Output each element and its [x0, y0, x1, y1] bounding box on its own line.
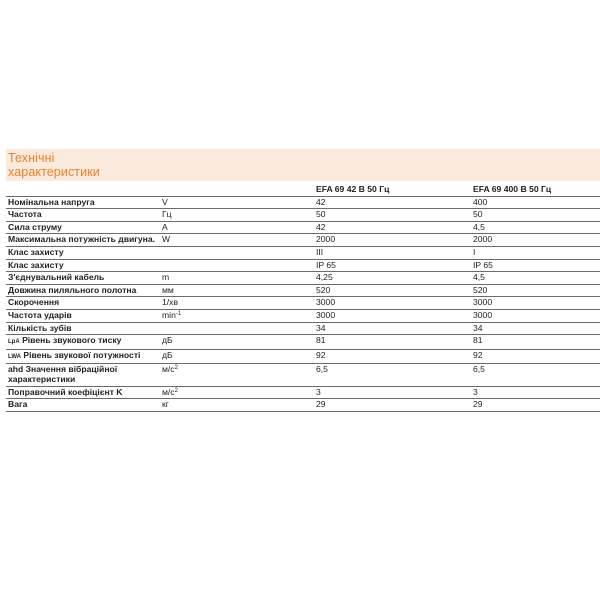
parameter-name — [6, 386, 160, 399]
value-model-2: 92 — [471, 349, 600, 364]
column-header-model-2: EFA 69 400 B 50 Гц — [471, 181, 600, 196]
unit-label: m — [162, 272, 170, 283]
value-model-1: 2000 — [314, 234, 471, 247]
parameter-label: З'єднувальний кабель — [8, 272, 105, 283]
section-title: Технічні характеристики — [8, 151, 100, 179]
parameter-unit — [160, 322, 314, 335]
unit-label: Гц — [162, 209, 172, 220]
value-model-1: III — [314, 246, 471, 259]
value-model-1: 81 — [314, 335, 471, 350]
unit-label: W — [162, 234, 171, 245]
parameter-name — [6, 364, 160, 386]
parameter-unit — [160, 386, 314, 399]
parameter-label: Кількість зубів — [8, 322, 72, 333]
value-model-2: IP 65 — [471, 259, 600, 272]
value-model-1: 3000 — [314, 309, 471, 322]
specifications-section — [6, 149, 600, 412]
parameter-unit — [160, 196, 314, 209]
parameter-unit — [160, 297, 314, 310]
table-row — [6, 364, 600, 386]
value-model-2: 29 — [471, 399, 600, 412]
table-row — [6, 297, 600, 310]
value-model-2: 3000 — [471, 297, 600, 310]
parameter-unit — [160, 364, 314, 386]
section-header — [6, 149, 600, 181]
column-header-blank — [6, 181, 160, 196]
value-model-1: 42 — [314, 221, 471, 234]
parameter-name — [6, 272, 160, 285]
value-model-2: 520 — [471, 284, 600, 297]
value-model-1: 92 — [314, 349, 471, 364]
specifications-table-body — [6, 181, 600, 411]
parameter-name — [6, 234, 160, 247]
value-model-2: 3 — [471, 386, 600, 399]
parameter-unit — [160, 272, 314, 285]
value-model-1: 4,25 — [314, 272, 471, 285]
parameter-label: Скорочення — [8, 297, 60, 308]
parameter-unit — [160, 399, 314, 412]
parameter-name — [6, 196, 160, 209]
table-row — [6, 322, 600, 335]
parameter-unit — [160, 349, 314, 364]
value-model-1: 34 — [314, 322, 471, 335]
parameter-unit — [160, 259, 314, 272]
table-row — [6, 284, 600, 297]
parameter-label: Довжина пиляльного полотна — [8, 284, 137, 295]
unit-label: V — [162, 196, 168, 207]
unit-label: м/с — [162, 364, 175, 375]
parameter-label: Максимальна потужність двигуна. — [8, 234, 156, 245]
table-row — [6, 335, 600, 350]
value-model-1: 520 — [314, 284, 471, 297]
parameter-name — [6, 399, 160, 412]
unit-label: 1/хв — [162, 297, 179, 308]
value-model-1: 50 — [314, 209, 471, 222]
value-model-2: 34 — [471, 322, 600, 335]
column-header-model-1: EFA 69 42 B 50 Гц — [314, 181, 471, 196]
table-row — [6, 259, 600, 272]
value-model-1: IP 65 — [314, 259, 471, 272]
value-model-1: 6,5 — [314, 364, 471, 386]
parameter-name — [6, 259, 160, 272]
parameter-unit — [160, 335, 314, 350]
unit-label: A — [162, 221, 168, 232]
parameter-label: Клас захисту — [8, 259, 64, 270]
parameter-name — [6, 297, 160, 310]
parameter-name — [6, 209, 160, 222]
table-row — [6, 272, 600, 285]
value-model-1: 29 — [314, 399, 471, 412]
parameter-name — [6, 221, 160, 234]
value-model-2: 2000 — [471, 234, 600, 247]
parameter-label: Рівень звукової потужності — [23, 349, 141, 360]
parameter-name — [6, 349, 160, 364]
value-model-2: I — [471, 246, 600, 259]
unit-exponent: 2 — [174, 365, 178, 372]
table-row — [6, 221, 600, 234]
parameter-label: Частота — [8, 209, 42, 220]
parameter-unit — [160, 284, 314, 297]
value-model-2: 50 — [471, 209, 600, 222]
unit-label: дБ — [162, 349, 173, 360]
parameter-label: ahd Значення вібраційної характеристики — [8, 364, 118, 384]
parameter-label: Сила струму — [8, 221, 62, 232]
unit-label: дБ — [162, 335, 173, 346]
parameter-label: Вага — [8, 399, 28, 410]
parameter-name — [6, 335, 160, 350]
parameter-name — [6, 322, 160, 335]
unit-label: кг — [162, 399, 169, 410]
value-model-2: 81 — [471, 335, 600, 350]
table-row — [6, 399, 600, 412]
value-model-2: 4,5 — [471, 221, 600, 234]
column-header-row — [6, 181, 600, 196]
specifications-table — [6, 181, 600, 412]
parameter-label: Рівень звукового тиску — [22, 335, 122, 346]
value-model-1: 42 — [314, 196, 471, 209]
value-model-2: 4,5 — [471, 272, 600, 285]
unit-exponent: 2 — [174, 387, 178, 394]
column-header-blank — [160, 181, 314, 196]
parameter-unit — [160, 221, 314, 234]
unit-label: м/с — [162, 386, 175, 397]
parameter-unit — [160, 209, 314, 222]
unit-label: мм — [162, 284, 174, 295]
parameter-symbol: LWA — [8, 353, 21, 360]
parameter-name — [6, 309, 160, 322]
value-model-2: 3000 — [471, 309, 600, 322]
parameter-name — [6, 246, 160, 259]
unit-label: min — [162, 309, 176, 320]
table-row — [6, 386, 600, 399]
value-model-2: 400 — [471, 196, 600, 209]
parameter-unit — [160, 309, 314, 322]
parameter-unit — [160, 246, 314, 259]
parameter-label: Номінальна напруга — [8, 196, 95, 207]
table-row — [6, 309, 600, 322]
unit-exponent: -1 — [175, 310, 182, 317]
table-row — [6, 246, 600, 259]
value-model-2: 6,5 — [471, 364, 600, 386]
parameter-label: Поправочний коефіцієнт K — [8, 386, 123, 397]
value-model-1: 3 — [314, 386, 471, 399]
parameter-unit — [160, 234, 314, 247]
table-row — [6, 234, 600, 247]
parameter-label: Частота ударів — [8, 309, 72, 320]
table-row — [6, 349, 600, 364]
parameter-symbol: LpA — [8, 339, 20, 346]
table-row — [6, 196, 600, 209]
value-model-1: 3000 — [314, 297, 471, 310]
parameter-name — [6, 284, 160, 297]
parameter-label: Клас захисту — [8, 246, 64, 257]
table-row — [6, 209, 600, 222]
